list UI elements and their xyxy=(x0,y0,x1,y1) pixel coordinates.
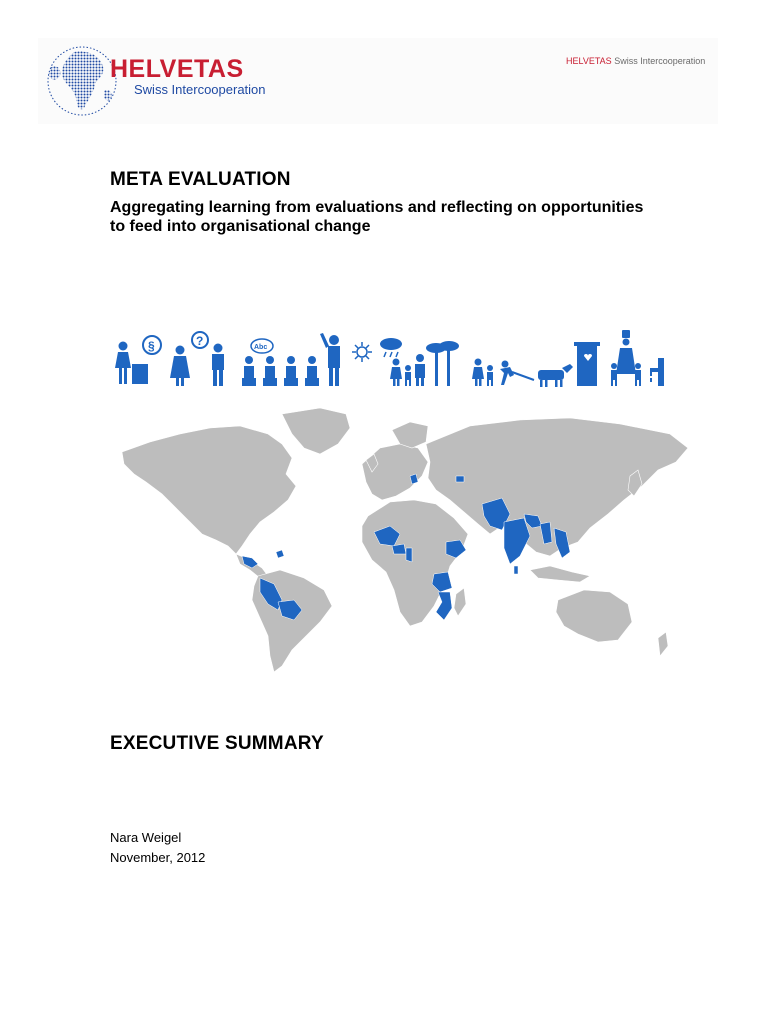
globe-icon xyxy=(44,42,120,120)
map-highlight-sri-lanka xyxy=(514,566,518,574)
logo-wordmark: HELVETAS xyxy=(110,55,244,83)
law-speech-bubble-icon xyxy=(143,336,161,354)
question-bubble-icon xyxy=(192,332,208,348)
world-map xyxy=(110,404,695,676)
header-brand-sub: Swiss Intercooperation xyxy=(614,56,706,66)
logo-subtitle: Swiss Intercooperation xyxy=(134,82,266,97)
map-highlight-caucasus xyxy=(456,476,464,482)
farmer-plough-icon xyxy=(500,361,534,386)
document-date: November, 2012 xyxy=(110,850,206,865)
document-title: META EVALUATION xyxy=(110,169,291,190)
map-new-zealand xyxy=(658,632,668,656)
map-highlight-haiti xyxy=(276,550,284,558)
subtitle-line-1: Aggregating learning from evaluations and reflecting on opportunities xyxy=(110,199,644,216)
map-north-america xyxy=(122,426,296,554)
document-subtitle xyxy=(110,198,730,236)
sun-icon xyxy=(352,342,372,362)
abc-bubble-icon xyxy=(251,339,273,353)
tree-icon xyxy=(426,341,459,386)
header-brand-text xyxy=(566,56,705,66)
author-name: Nara Weigel xyxy=(110,830,182,845)
header-brand-name: HELVETAS xyxy=(566,56,612,66)
map-australia xyxy=(556,590,632,642)
latrine-icon xyxy=(574,342,600,386)
family-icon xyxy=(390,354,425,386)
teacher-icon xyxy=(320,333,340,386)
helvetas-logo xyxy=(44,42,284,122)
rain-cloud-icon xyxy=(380,338,402,357)
map-highlight-india xyxy=(504,518,530,564)
pictogram-banner xyxy=(110,328,672,390)
woman-icon xyxy=(170,346,190,387)
section-title: EXECUTIVE SUMMARY xyxy=(110,733,324,754)
map-madagascar xyxy=(454,588,466,616)
map-highlight-benin xyxy=(406,548,412,562)
svg-text:Abc: Abc xyxy=(254,344,268,351)
cow-icon xyxy=(538,364,573,387)
water-carrier-icon xyxy=(611,330,641,386)
map-highlight-burkina xyxy=(392,544,406,554)
parent-child-icon xyxy=(472,359,493,387)
subtitle-line-2: to feed into organisational change xyxy=(110,218,371,235)
svg-text:?: ? xyxy=(196,334,204,348)
map-indonesia xyxy=(530,566,590,582)
man-icon xyxy=(212,344,224,387)
map-scandinavia xyxy=(392,422,428,448)
water-tap-icon xyxy=(650,358,664,386)
classroom-group-icon xyxy=(242,356,319,386)
svg-text:§: § xyxy=(148,339,155,353)
map-greenland xyxy=(282,408,350,454)
